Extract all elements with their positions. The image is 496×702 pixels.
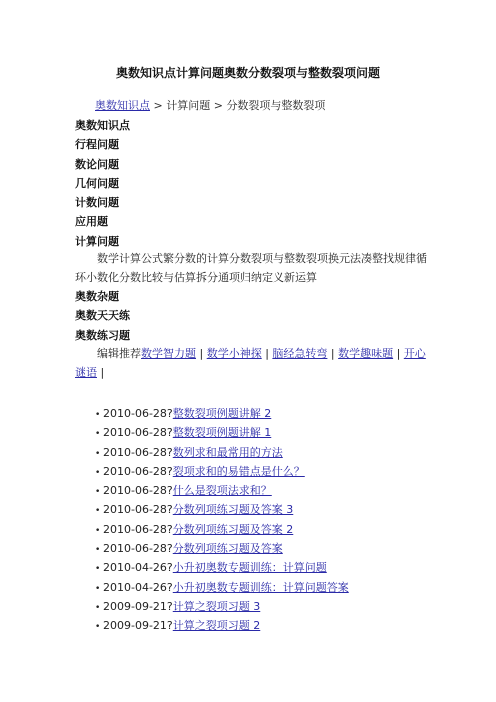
article-link[interactable]: 计算之裂项习题 3 — [172, 599, 261, 613]
article-link[interactable]: 分数列项练习题及答案 3 — [172, 503, 294, 517]
category-item[interactable]: 奥数杂题 — [75, 290, 119, 303]
bullet-icon: • — [95, 487, 101, 498]
article-link[interactable]: 数列求和最常用的方法 — [172, 445, 283, 459]
category-item[interactable]: 奥数知识点 — [75, 119, 130, 132]
article-date: 2010-06-28? — [103, 407, 173, 420]
recommend-link[interactable]: 开心谜语 — [75, 347, 426, 379]
bullet-icon: • — [95, 564, 101, 575]
recommend-bar — [75, 345, 427, 382]
bullet-icon: • — [95, 448, 101, 459]
list-item — [95, 462, 349, 481]
list-item — [95, 520, 349, 539]
article-date: 2010-06-28? — [103, 503, 173, 517]
article-link[interactable]: 小升初奥数专题训练：计算问题 — [172, 561, 327, 575]
breadcrumb-level2: 分数裂项与整数裂项 — [226, 99, 326, 112]
category-item[interactable]: 几何问题 — [75, 176, 119, 190]
recommend-separator: | — [393, 347, 404, 360]
page-title: 奥数知识点计算问题奥数分数裂项与整数裂项问题 — [115, 66, 380, 80]
recommend-prefix: 编辑推荐 — [97, 347, 141, 360]
list-item — [95, 616, 349, 635]
breadcrumb-separator: > — [150, 99, 167, 112]
category-item[interactable]: 行程问题 — [75, 138, 119, 152]
recommend-link[interactable]: 数学小神探 — [206, 347, 262, 360]
article-date: 2010-06-28? — [103, 445, 173, 459]
list-item — [95, 443, 349, 462]
article-link[interactable]: 整数裂项例题讲解 1 — [172, 426, 272, 440]
bullet-icon: • — [95, 583, 101, 594]
recommend-separator: | — [327, 347, 339, 360]
article-date: 2010-04-26? — [103, 561, 173, 575]
article-date: 2010-06-28? — [103, 484, 173, 498]
article-date: 2010-06-28? — [103, 426, 173, 440]
category-list-top — [75, 116, 130, 251]
category-item[interactable]: 计数问题 — [75, 196, 119, 210]
list-item — [95, 558, 349, 577]
bullet-icon: • — [95, 429, 101, 440]
article-link[interactable]: 什么是裂项法求和？ — [172, 484, 272, 498]
recommend-link[interactable]: 数学趣味题 — [338, 347, 394, 360]
article-link[interactable]: 裂项求和的易错点是什么？ — [172, 464, 305, 478]
breadcrumb-separator: > — [210, 99, 227, 112]
article-date: 2010-06-28? — [103, 542, 173, 556]
article-date: 2009-09-21? — [103, 599, 173, 613]
recommend-link[interactable]: 脑经急转弯 — [272, 347, 328, 360]
bullet-icon: • — [95, 525, 101, 536]
calc-topics: 数学计算公式繁分数的计算分数裂项与整数裂项换元法凑整找规律循环小数化分数比较与估算拆分通项归纳定义新运算 — [75, 252, 427, 284]
bullet-icon: • — [95, 410, 101, 420]
recommend-separator: | — [196, 347, 207, 360]
category-item[interactable]: 数论问题 — [75, 157, 119, 171]
list-item — [95, 597, 349, 616]
article-date: 2010-04-26? — [103, 580, 173, 594]
article-date: 2009-09-21? — [103, 619, 173, 633]
list-item — [95, 404, 349, 423]
list-item — [95, 423, 349, 442]
category-item[interactable]: 计算问题 — [75, 234, 119, 248]
category-item[interactable]: 应用题 — [75, 215, 108, 229]
breadcrumb-level1: 计算问题 — [166, 99, 211, 112]
article-date: 2010-06-28? — [103, 464, 173, 478]
category-list-bottom — [75, 287, 130, 345]
breadcrumb-home-link[interactable]: 奥数知识点 — [95, 99, 150, 112]
bullet-icon: • — [95, 622, 101, 633]
category-item[interactable]: 奥数练习题 — [75, 328, 130, 342]
recommend-link[interactable]: 数学智力题 — [141, 347, 196, 360]
recommend-separator: | — [261, 347, 273, 360]
article-link[interactable]: 分数列项练习题及答案 2 — [172, 522, 294, 536]
bullet-icon: • — [95, 506, 101, 517]
article-link[interactable]: 分数列项练习题及答案 — [172, 542, 283, 556]
list-item — [95, 578, 349, 597]
article-date: 2010-06-28? — [103, 522, 173, 536]
bullet-icon: • — [95, 602, 101, 613]
article-link[interactable]: 小升初奥数专题训练：计算问题答案 — [172, 580, 349, 594]
breadcrumb — [95, 97, 325, 113]
bullet-icon: • — [95, 467, 101, 478]
category-item[interactable]: 奥数天天练 — [75, 309, 130, 323]
list-item — [95, 481, 349, 500]
article-list — [95, 404, 349, 636]
list-item — [95, 500, 349, 519]
calc-topics-text — [75, 250, 427, 287]
bullet-icon: • — [95, 545, 101, 556]
recommend-separator: | — [97, 365, 105, 379]
article-link[interactable]: 计算之裂项习题 2 — [172, 619, 261, 633]
article-link[interactable]: 整数裂项例题讲解 2 — [172, 407, 272, 420]
list-item — [95, 539, 349, 558]
